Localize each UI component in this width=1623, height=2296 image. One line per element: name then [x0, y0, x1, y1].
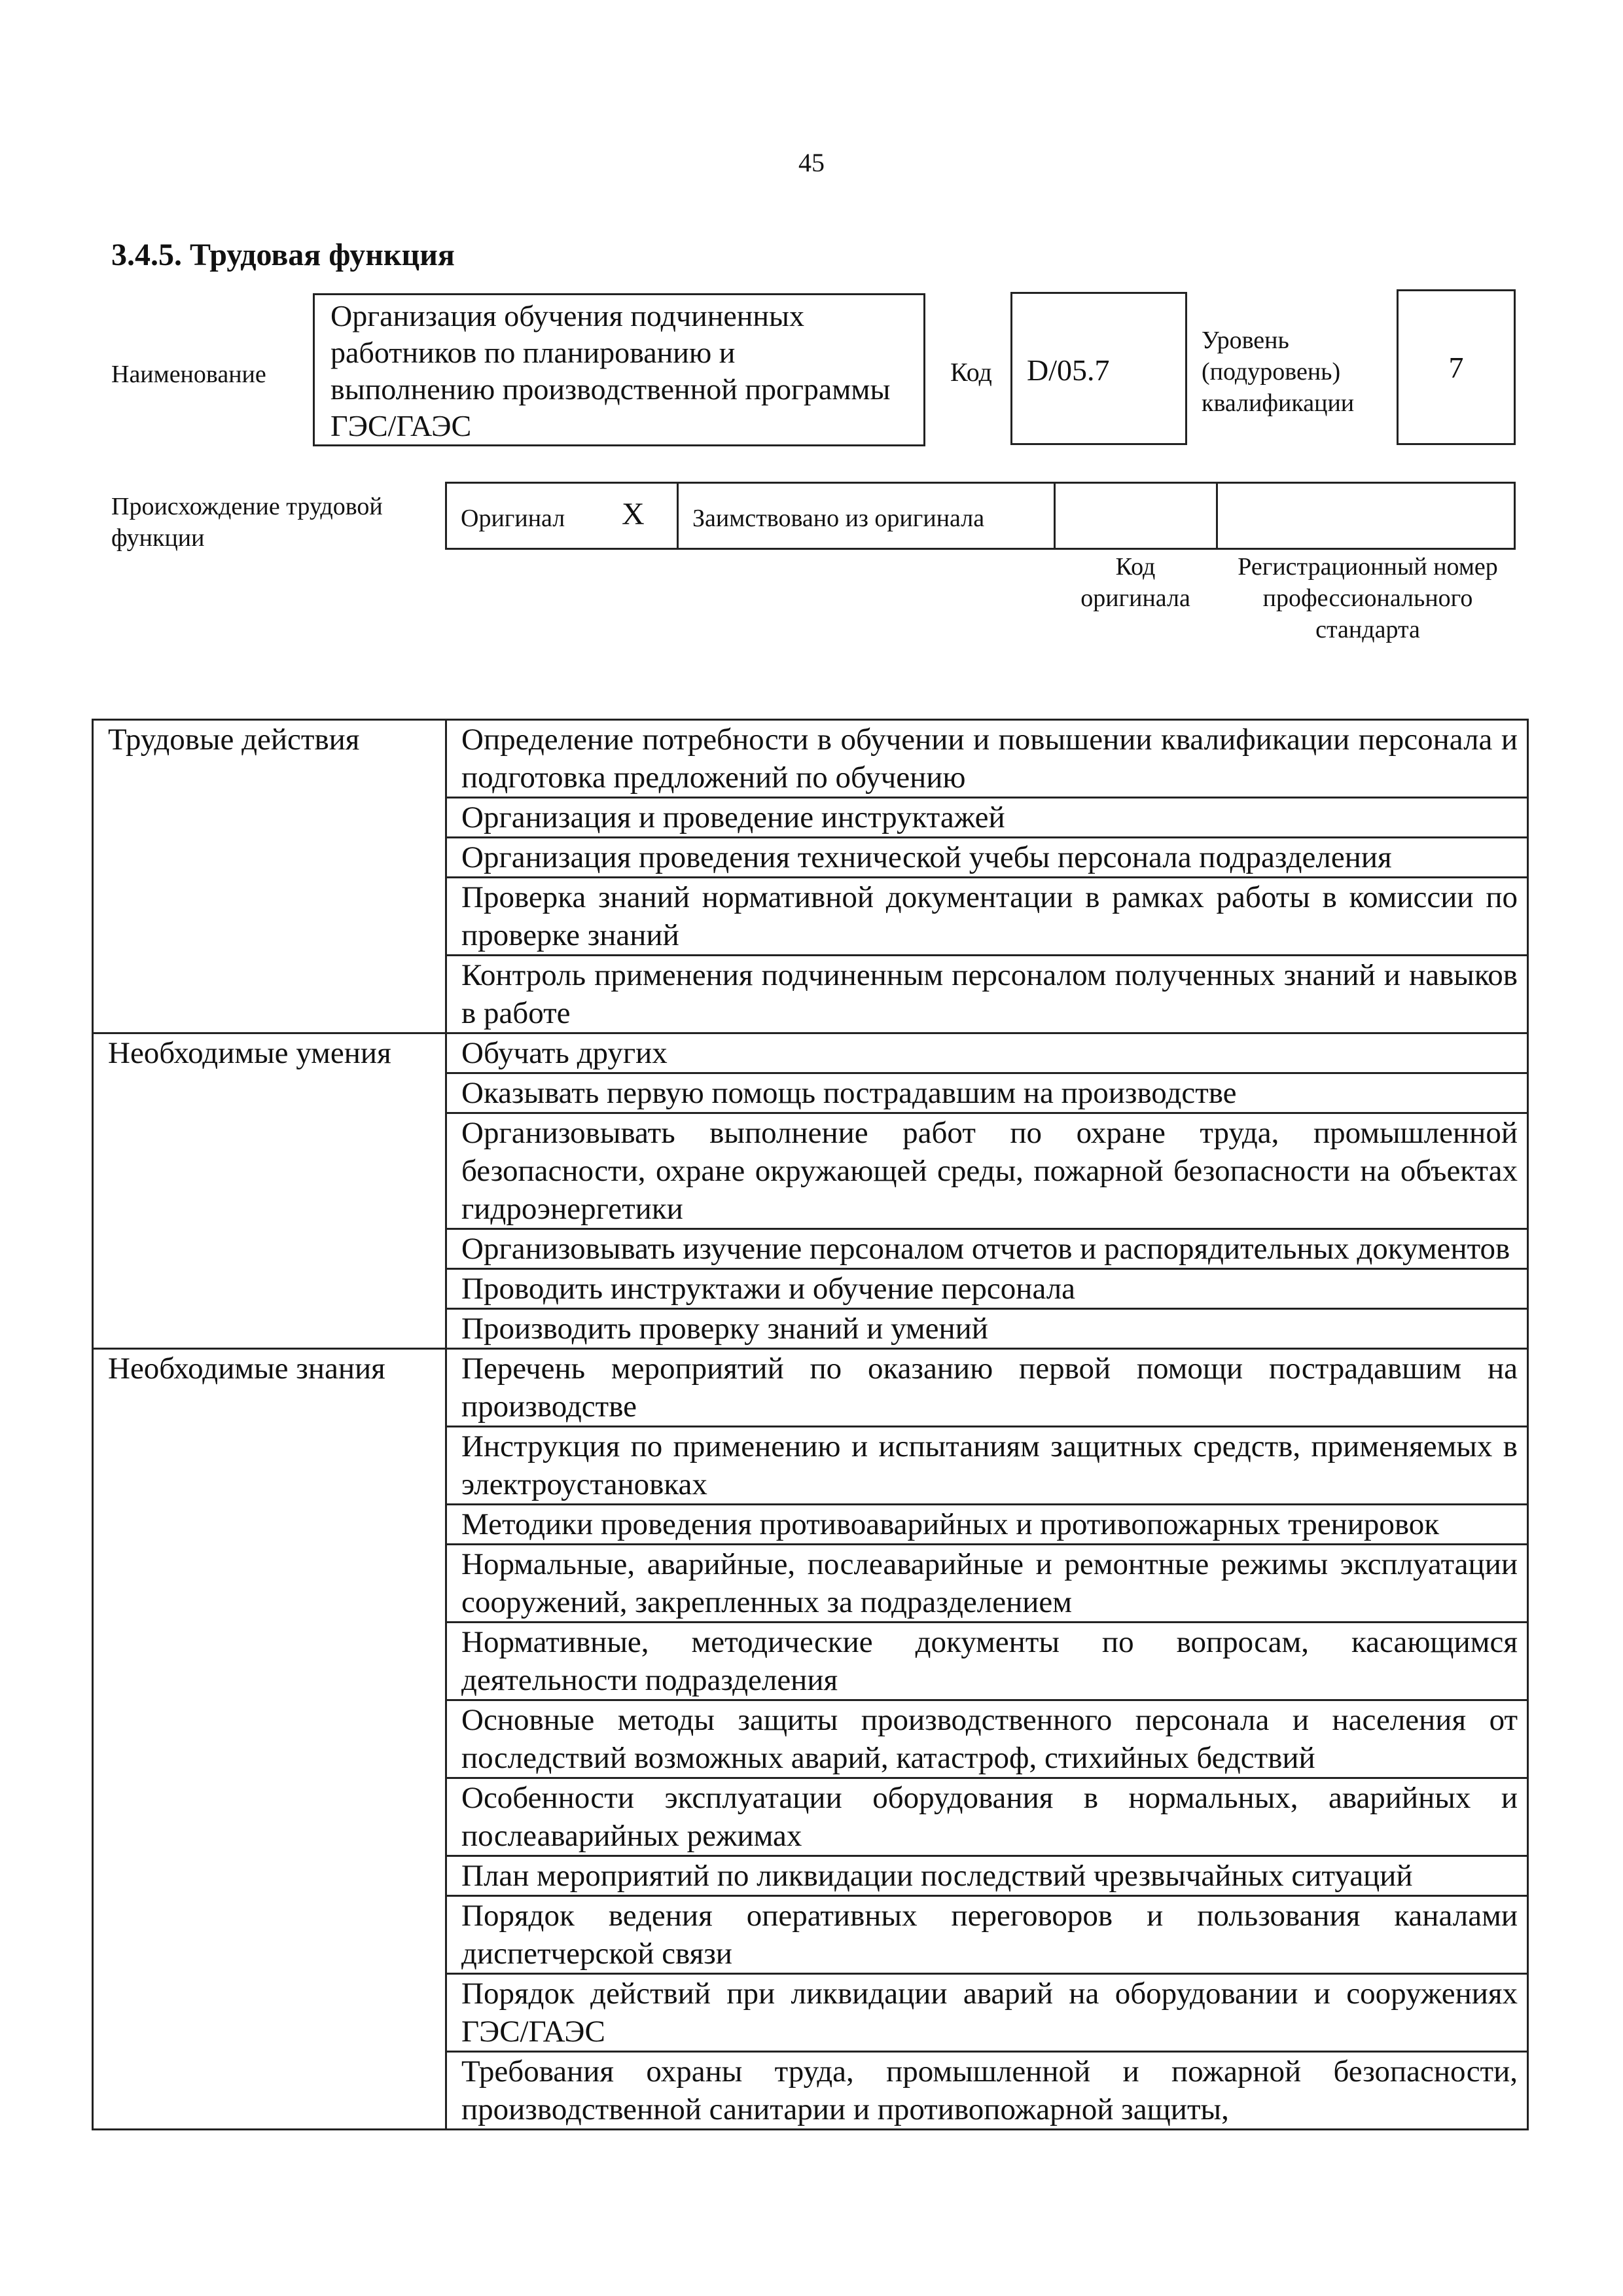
name-value-box [313, 293, 925, 446]
code-value-box [1010, 292, 1187, 445]
origin-divider-3 [1216, 482, 1218, 550]
code-original-caption: Код оригинала [1080, 553, 1190, 612]
table-cell: Организовывать изучение персоналом отчетов и распорядительных документов [446, 1229, 1528, 1269]
table-row [93, 1349, 1528, 1427]
table-cell: Порядок действий при ликвидации аварий на оборудовании и сооружениях ГЭС/ГАЭС [446, 1974, 1528, 2052]
origin-label: Происхождение трудовой функции [111, 493, 383, 552]
table-cell: Нормативные, методические документы по вопросам, касающимся деятельности подразделения [446, 1623, 1528, 1700]
table-cell: Основные методы защиты производственного персонала и населения от последствий возможных аварий, катастроф, стихийных бедствий [446, 1700, 1528, 1778]
table-cell: Производить проверку знаний и умений [446, 1309, 1528, 1349]
table-row [93, 1033, 1528, 1073]
table-cell: Организовывать выполнение работ по охране труда, промышленной безопасности, охране окружающей среды, пожарной безопасности на объектах гидроэнергетики [446, 1113, 1528, 1229]
section-title-skills: Необходимые умения [93, 1033, 446, 1349]
code-value: D/05.7 [1027, 353, 1110, 387]
table-cell: Проверка знаний нормативной документации в рамках работы в комиссии по проверке знаний [446, 878, 1528, 956]
original-mark: X [622, 497, 645, 531]
level-label: Уровень (подуровень) квалификации [1202, 327, 1355, 417]
table-cell: Инструкция по применению и испытаниям защитных средств, применяемых в электроустановках [446, 1427, 1528, 1505]
origin-divider-2 [1054, 482, 1056, 550]
table-cell: Перечень мероприятий по оказанию первой помощи пострадавшим на производстве [446, 1349, 1528, 1427]
name-value: Организация обучения подчиненных работников по планированию и выполнению производственной программы ГЭС/ГАЭС [330, 299, 891, 442]
level-value-box [1397, 289, 1516, 445]
labor-function-table [92, 719, 1529, 2130]
table-cell: Методики проведения противоаварийных и противопожарных тренировок [446, 1505, 1528, 1545]
table-cell: Обучать других [446, 1033, 1528, 1073]
table-cell: Организация проведения технической учебы персонала подразделения [446, 838, 1528, 878]
section-title-knowledge: Необходимые знания [93, 1349, 446, 2130]
table-row [93, 720, 1528, 798]
table-cell: Особенности эксплуатации оборудования в нормальных, аварийных и послеаварийных режимах [446, 1778, 1528, 1856]
table-cell: Контроль применения подчиненным персоналом полученных знаний и навыков в работе [446, 956, 1528, 1033]
section-title-labor-actions: Трудовые действия [93, 720, 446, 1033]
level-value: 7 [1448, 351, 1464, 384]
table-cell: Требования охраны труда, промышленной и пожарной безопасности, производственной санитарии и противопожарной защиты, [446, 2052, 1528, 2130]
code-label: Код [950, 357, 992, 387]
borrowed-label: Заимствовано из оригинала [692, 505, 985, 532]
origin-divider-1 [677, 482, 679, 550]
table-cell: Порядок ведения оперативных переговоров и пользования каналами диспетчерской связи [446, 1896, 1528, 1974]
table-cell: Нормальные, аварийные, послеаварийные и ремонтные режимы эксплуатации сооружений, закрепленных за подразделением [446, 1545, 1528, 1623]
reg-number-caption: Регистрационный номер профессионального стандарта [1238, 553, 1498, 643]
page-number: 45 [798, 148, 825, 177]
table-cell: Организация и проведение инструктажей [446, 798, 1528, 838]
table-cell: Проводить инструктажи и обучение персонала [446, 1269, 1528, 1309]
original-label: Оригинал [461, 505, 565, 532]
section-title: 3.4.5. Трудовая функция [111, 238, 455, 272]
table-cell: План мероприятий по ликвидации последствий чрезвычайных ситуаций [446, 1856, 1528, 1896]
table-cell: Определение потребности в обучении и повышении квалификации персонала и подготовка предложений по обучению [446, 720, 1528, 798]
name-label: Наименование [111, 361, 266, 388]
table-cell: Оказывать первую помощь пострадавшим на производстве [446, 1073, 1528, 1113]
